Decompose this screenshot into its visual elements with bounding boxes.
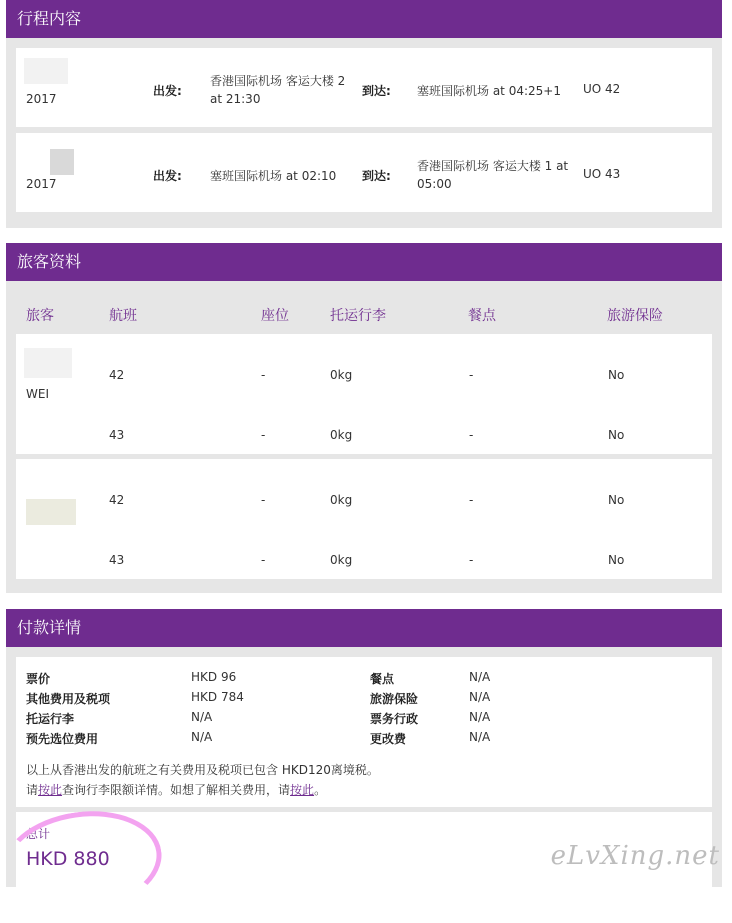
- baggage-note: [26, 781, 326, 798]
- arrive-place: 香港国际机场 客运大楼 1 at: [417, 159, 569, 173]
- change-fee-label: 更改费: [370, 732, 407, 746]
- tax-note: 以上从香港出发的航班之有关费用及税项已包含 HKD120离境税。: [26, 763, 379, 777]
- change-fee-value: N/A: [469, 730, 491, 744]
- passenger-card-2: [16, 459, 712, 579]
- passenger-card-1: [16, 334, 712, 454]
- cell-flight: 43: [109, 428, 125, 442]
- arrive-place: 塞班国际机场 at 04:25+1: [417, 84, 561, 98]
- note-text-c: 。: [314, 783, 327, 797]
- header-flight: 航班: [109, 308, 137, 324]
- header-insurance: 旅游保险: [607, 308, 663, 324]
- payment-title: 付款详情: [6, 609, 722, 647]
- arrive-time: 05:00: [417, 177, 452, 191]
- fare-value: HKD 96: [191, 670, 237, 684]
- passengers-section: [6, 243, 722, 593]
- cell-seat: -: [261, 553, 266, 567]
- arrive-label: 到达:: [362, 169, 391, 183]
- cell-meal: -: [469, 368, 474, 382]
- cell-meal: -: [469, 553, 474, 567]
- meal-label: 餐点: [370, 672, 395, 686]
- cell-baggage: 0kg: [330, 553, 353, 567]
- depart-place: 塞班国际机场 at 02:10: [210, 169, 337, 183]
- cell-insurance: No: [608, 493, 625, 507]
- flight-year: 2017: [26, 92, 57, 106]
- meal-value: N/A: [469, 670, 491, 684]
- cell-meal: -: [469, 493, 474, 507]
- cell-baggage: 0kg: [330, 493, 353, 507]
- flight-number: UO 43: [583, 167, 621, 181]
- cell-baggage: 0kg: [330, 428, 353, 442]
- header-passenger: 旅客: [26, 308, 54, 324]
- admin-fee-label: 票务行政: [370, 712, 419, 726]
- flight-number: UO 42: [583, 82, 621, 96]
- depart-time: at 21:30: [210, 92, 261, 106]
- header-seat: 座位: [261, 308, 289, 324]
- redacted-date: [24, 58, 68, 84]
- itinerary-section: [6, 0, 722, 228]
- cell-seat: -: [261, 368, 266, 382]
- cell-baggage: 0kg: [330, 368, 353, 382]
- total-label: 总计: [26, 827, 51, 841]
- passengers-title: 旅客资料: [6, 243, 722, 281]
- baggage-info-link[interactable]: 按此: [38, 783, 63, 797]
- admin-fee-value: N/A: [469, 710, 491, 724]
- insurance-label: 旅游保险: [370, 692, 419, 706]
- redacted-date: [50, 149, 74, 175]
- taxes-label: 其他费用及税项: [26, 692, 111, 706]
- note-text-a: 请: [26, 783, 39, 797]
- depart-place: 香港国际机场 客运大楼 2: [210, 74, 346, 88]
- cell-insurance: No: [608, 553, 625, 567]
- cell-insurance: No: [608, 368, 625, 382]
- cell-seat: -: [261, 428, 266, 442]
- depart-label: 出发:: [153, 84, 182, 98]
- header-baggage: 托运行李: [330, 308, 386, 324]
- seat-fee-label: 预先选位费用: [26, 732, 99, 746]
- watermark: eLvXing.net: [550, 841, 720, 871]
- cell-flight: 42: [109, 368, 125, 382]
- seat-fee-value: N/A: [191, 730, 213, 744]
- insurance-value: N/A: [469, 690, 491, 704]
- note-text-b: 查询行李限额详情。如想了解相关费用，请: [62, 783, 291, 797]
- flight-card-2: [16, 133, 712, 212]
- fare-label: 票价: [26, 672, 51, 686]
- payment-card: [16, 657, 712, 807]
- cell-seat: -: [261, 493, 266, 507]
- itinerary-title: 行程内容: [6, 0, 722, 38]
- depart-label: 出发:: [153, 169, 182, 183]
- baggage-label: 托运行李: [26, 712, 75, 726]
- cell-flight: 42: [109, 493, 125, 507]
- flight-year: 2017: [26, 177, 57, 191]
- cell-flight: 43: [109, 553, 125, 567]
- baggage-value: N/A: [191, 710, 213, 724]
- cell-insurance: No: [608, 428, 625, 442]
- total-value: HKD 880: [26, 848, 110, 870]
- arrive-label: 到达:: [362, 84, 391, 98]
- cell-meal: -: [469, 428, 474, 442]
- flight-card-1: [16, 48, 712, 127]
- fees-info-link[interactable]: 按此: [290, 783, 315, 797]
- passenger-name: WEI: [26, 387, 49, 401]
- taxes-value: HKD 784: [191, 690, 244, 704]
- redacted-name: [26, 499, 76, 525]
- redacted-name: [24, 348, 72, 378]
- header-meal: 餐点: [468, 308, 496, 324]
